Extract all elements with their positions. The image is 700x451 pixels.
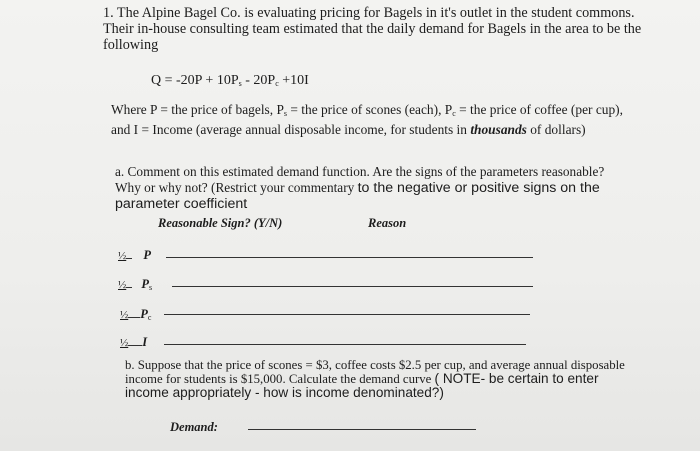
demand-label: Demand: <box>170 420 218 434</box>
intro-line-1: 1. The Alpine Bagel Co. is evaluating pricing for Bagels in it's outlet in the student commons. <box>103 5 635 21</box>
definition-line-2: and I = Income (average annual disposable income, for students in thousands of dollars) <box>111 122 586 137</box>
reason-line-pc[interactable] <box>164 314 530 315</box>
demand-equation: $Q = -20P + 10P_s - 20P_c +10I$ <box>151 73 309 88</box>
part-a-line-2: Why or why not? (Restrict your commentary to the negative or positive signs on the <box>115 180 600 196</box>
part-a-line-1: a. Comment on this estimated demand function. Are the signs of the parameters reasonable? <box>115 164 605 179</box>
variable-label: P <box>143 248 152 262</box>
definition-line-1: Where P = the price of bagels, $P_s$ = the price of scones (each), $P_c$ = the price of coffee (per cup), <box>111 102 623 118</box>
part-b-prompt <box>125 358 625 400</box>
part-b-line-2: income for students is $15,000. Calculate the demand curve ( NOTE- be certain to enter <box>125 371 599 386</box>
question-intro <box>103 5 641 53</box>
header-reason: Reason <box>368 216 407 230</box>
header-reasonable-sign: Reasonable Sign? (Y/N) <box>158 216 283 230</box>
variable-label: P <box>140 307 148 321</box>
sign-answer: ½ <box>118 250 127 262</box>
part-a-line-3: parameter coefficient <box>115 196 248 212</box>
sign-answer: ½ <box>120 309 129 321</box>
sign-row-pc: ½ $P_c$ <box>120 307 152 322</box>
intro-line-2: Their in-house consulting team estimated that the daily demand for Bagels in the area to be the <box>103 21 642 37</box>
variable-label: P <box>141 277 150 291</box>
sign-row-ps: ½ $P_s$ <box>118 277 153 292</box>
reason-line-i[interactable] <box>164 344 526 345</box>
sign-answer: ½ <box>120 337 129 349</box>
part-b-line-1: b. Suppose that the price of scones = $3, coffee costs $2.5 per cup, and average annual disposable <box>125 358 625 372</box>
variable-label: I <box>142 335 148 349</box>
sign-row-i <box>120 335 147 350</box>
sign-row-p <box>118 248 151 263</box>
demand-answer-line[interactable] <box>248 429 476 430</box>
variable-definitions <box>111 102 623 138</box>
reason-line-p[interactable] <box>166 257 533 258</box>
intro-line-3: following <box>103 37 159 53</box>
sign-answer: ½ <box>118 279 127 291</box>
part-a-prompt <box>115 164 604 212</box>
part-b-line-3: income appropriately - how is income denominated?) <box>125 385 444 400</box>
reason-line-ps[interactable] <box>172 286 533 287</box>
